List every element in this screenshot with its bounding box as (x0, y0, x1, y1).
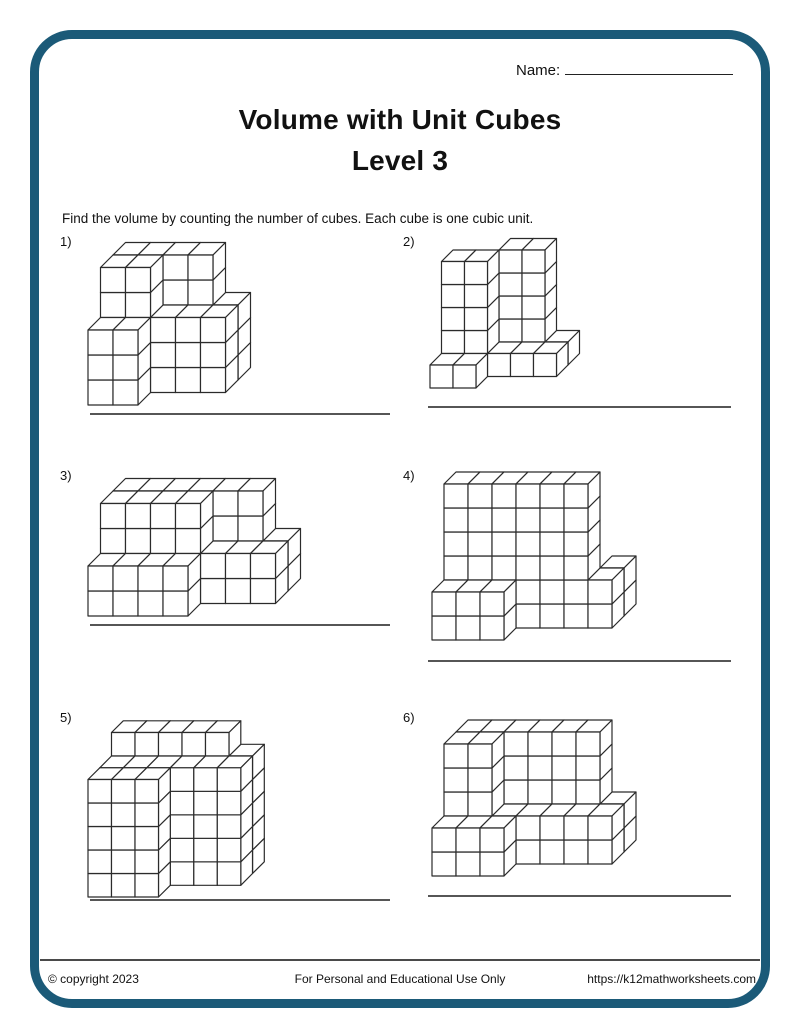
problem-2 (403, 234, 743, 444)
answer-line-6[interactable] (428, 895, 731, 897)
answer-line-2[interactable] (428, 406, 731, 408)
problem-6-number: 6) (403, 710, 415, 725)
cube-figure-4 (430, 470, 638, 642)
answer-line-3[interactable] (90, 624, 390, 626)
footer-usage-note: For Personal and Educational Use Only (294, 972, 506, 986)
title-line-2: Level 3 (351, 145, 449, 176)
answer-line-5[interactable] (90, 899, 390, 901)
problem-1 (60, 234, 400, 444)
instructions-text: Find the volume by counting the number of cubes. Each cube is one cubic unit. (62, 211, 534, 226)
worksheet-title (0, 99, 800, 181)
answer-line-1[interactable] (90, 413, 390, 415)
answer-line-4[interactable] (428, 660, 731, 662)
footer-separator (40, 959, 760, 961)
problem-3-number: 3) (60, 468, 72, 483)
name-field-line[interactable] (565, 60, 733, 75)
title-line-1: Volume with Unit Cubes (238, 104, 562, 135)
problem-1-number: 1) (60, 234, 72, 249)
problem-5 (60, 710, 400, 920)
name-row (516, 60, 733, 79)
problem-2-number: 2) (403, 234, 415, 249)
footer-copyright: © copyright 2023 (48, 972, 139, 986)
cube-figure-6 (430, 718, 638, 878)
problem-4 (403, 468, 743, 678)
problem-5-number: 5) (60, 710, 72, 725)
cube-figure-3 (86, 476, 303, 618)
problem-6 (403, 710, 743, 920)
cube-figure-2 (428, 236, 582, 390)
cube-figure-5 (86, 718, 267, 899)
name-label: Name: (516, 62, 561, 79)
cube-figure-1 (86, 240, 253, 407)
footer-url: https://k12mathworksheets.com (587, 972, 756, 986)
problem-4-number: 4) (403, 468, 415, 483)
problem-3 (60, 468, 400, 678)
